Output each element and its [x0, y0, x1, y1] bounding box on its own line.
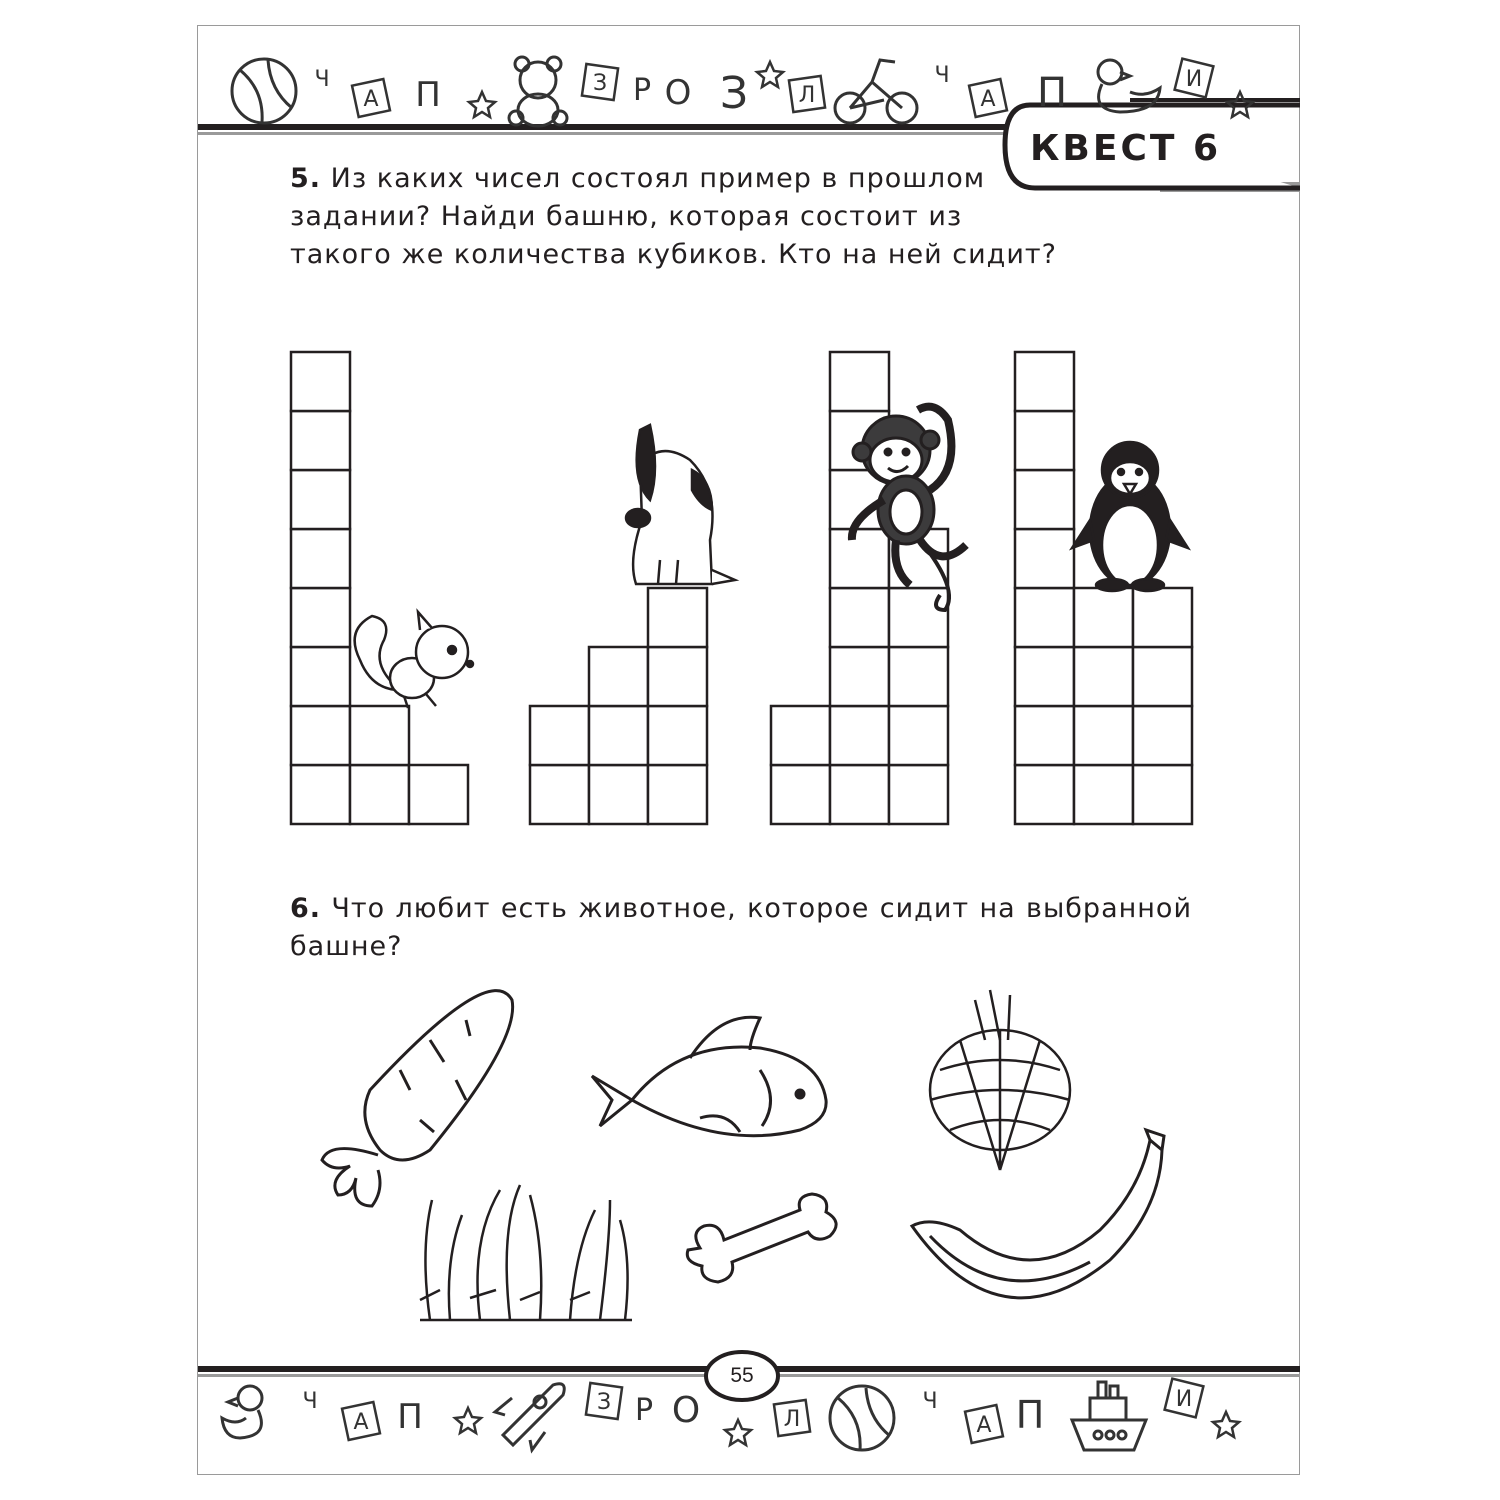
letter-top-10: П: [1036, 70, 1068, 116]
quest-title: КВЕСТ 6: [1030, 128, 1222, 169]
letter-bottom-0: Ч: [302, 1389, 318, 1414]
letter-top-0: Ч: [314, 67, 330, 92]
task-5-line-2: задании? Найди башню, которая состоит из: [290, 201, 963, 232]
letter-top-2: П: [415, 75, 441, 115]
letter-top-3: З: [592, 71, 608, 96]
task-5-line-3: такого же количества кубиков. Кто на ней сидит?: [290, 239, 1057, 270]
letter-bottom-3: З: [596, 1390, 612, 1415]
grass-icon: [420, 1185, 632, 1320]
letter-top-6: З: [719, 68, 749, 119]
letter-top-8: Ч: [934, 63, 950, 88]
page-number: 55: [730, 1364, 754, 1387]
letter-top-5: О: [664, 73, 692, 113]
letter-top-9: А: [980, 87, 996, 112]
letter-bottom-6: Л: [783, 1407, 801, 1432]
letter-top-1: А: [363, 87, 379, 112]
letter-top-11: И: [1185, 67, 1203, 92]
task-5-line-1: Из каких чисел состоял пример в прошлом: [330, 163, 986, 194]
fish-icon: [592, 1017, 826, 1135]
letter-top-4: Р: [632, 73, 652, 108]
task-5-number: 5.: [290, 163, 322, 194]
letter-bottom-7: Ч: [922, 1389, 938, 1414]
letter-bottom-10: И: [1175, 1387, 1193, 1412]
letter-bottom-9: П: [1015, 1393, 1045, 1437]
letter-bottom-1: А: [353, 1410, 369, 1435]
pine-cone-icon: [930, 990, 1070, 1170]
letter-bottom-4: Р: [634, 1393, 654, 1428]
bone-icon: [687, 1194, 836, 1282]
banana-icon: [912, 1130, 1164, 1298]
letter-top-7: Л: [798, 83, 816, 108]
task-6-line-2: башне?: [290, 931, 403, 962]
carrot-icon: [322, 991, 513, 1206]
task-6-number: 6.: [290, 893, 322, 924]
task-6-line-1: Что любит есть животное, которое сидит на выбранной: [331, 893, 1192, 924]
letter-bottom-2: П: [397, 1397, 423, 1437]
letter-bottom-5: О: [671, 1390, 701, 1431]
letter-bottom-8: А: [976, 1413, 992, 1438]
